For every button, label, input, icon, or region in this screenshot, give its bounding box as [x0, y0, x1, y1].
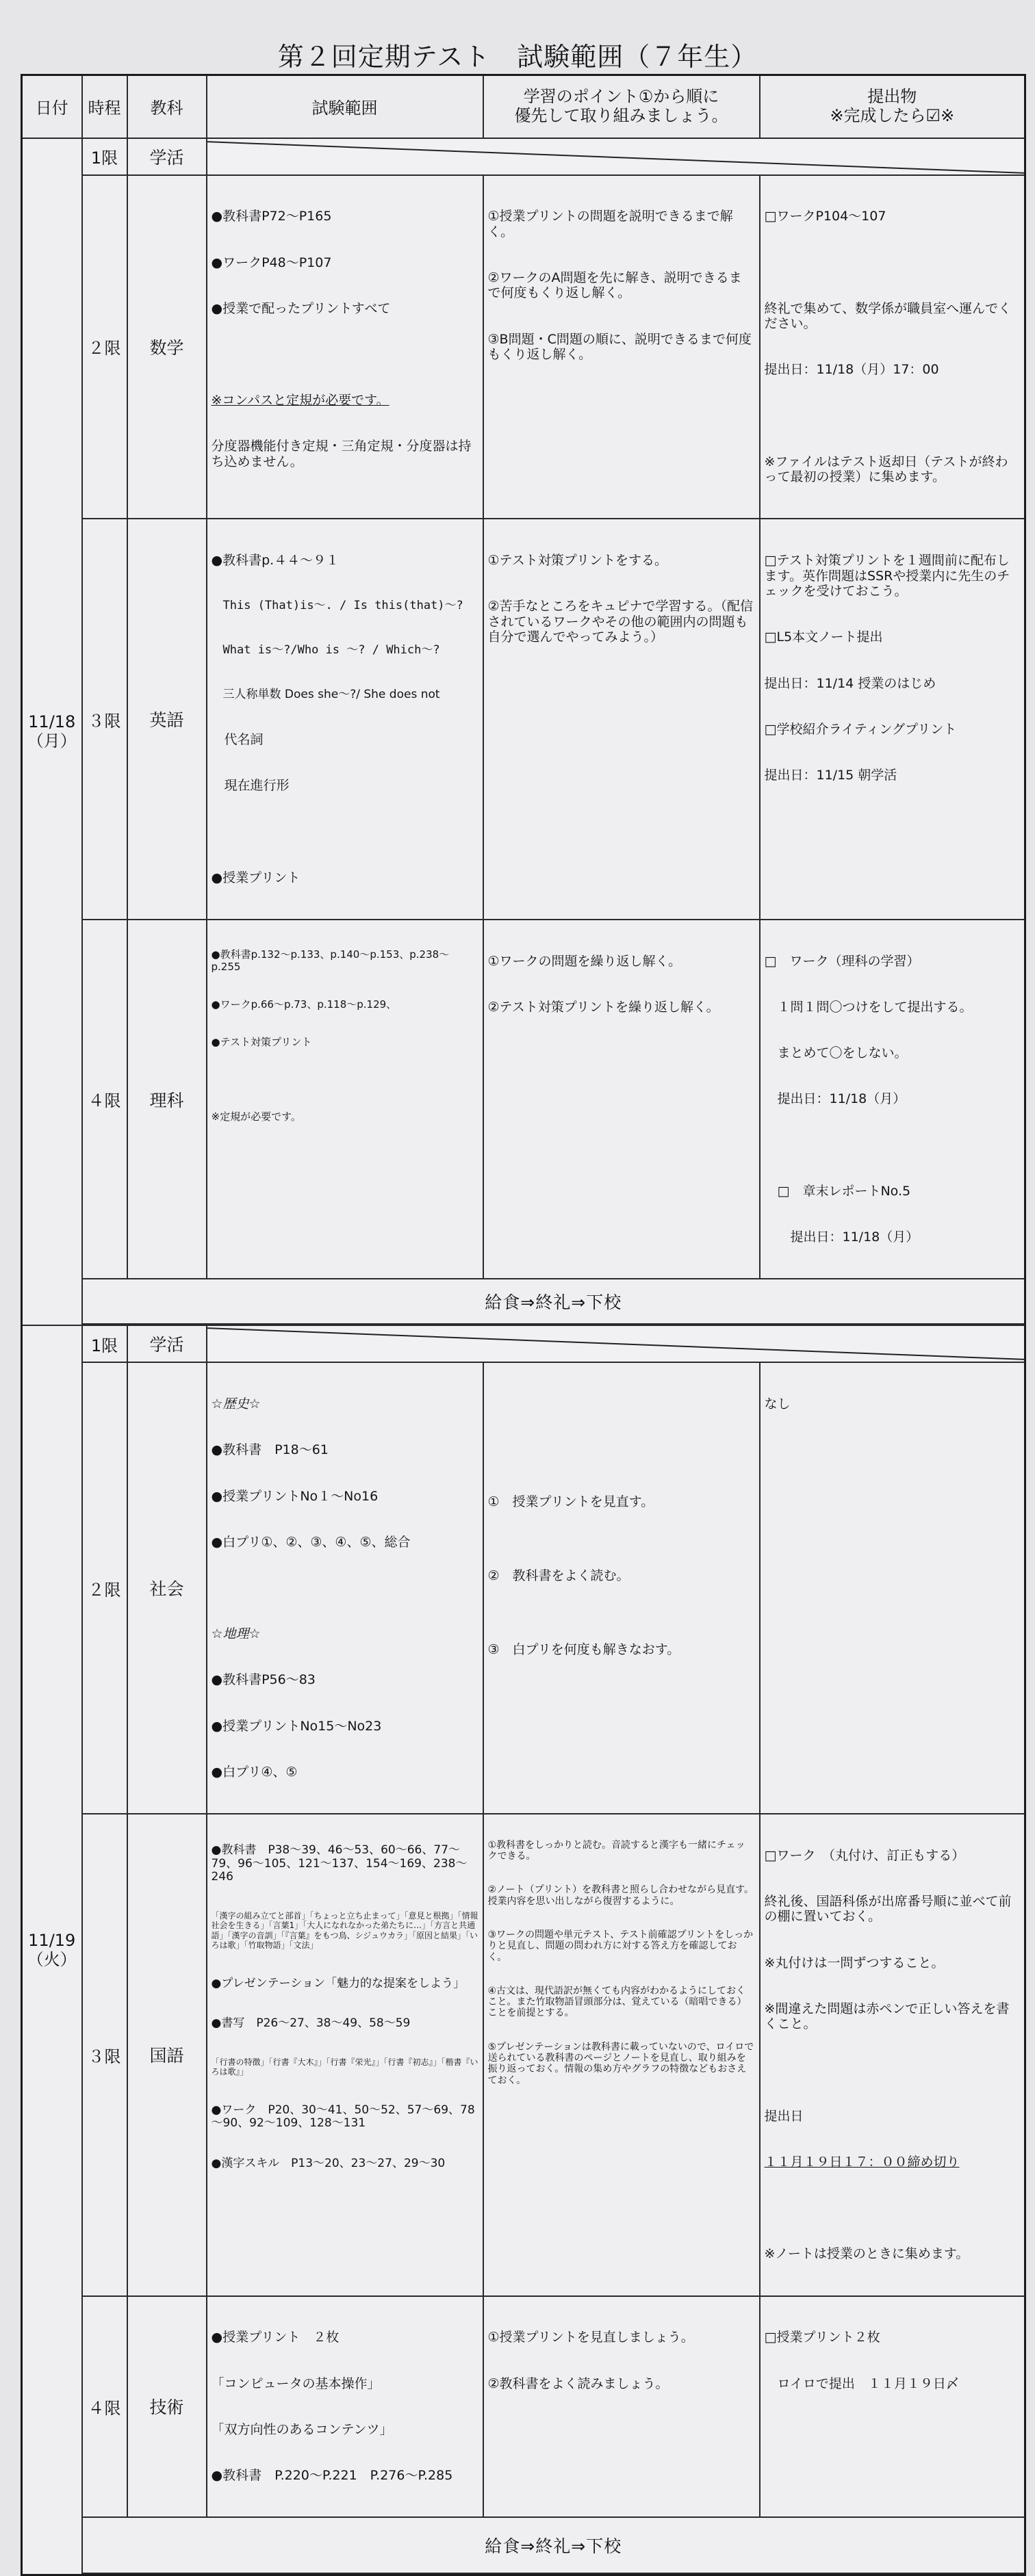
subject-cell: 数学 [127, 175, 207, 519]
period-cell: ２限 [82, 1362, 127, 1814]
range-line: ●授業プリントNo１～No16 [211, 1488, 379, 1504]
points-line: ③ 白プリを何度も解きなおす。 [487, 1642, 680, 1658]
subject-cell: 社会 [127, 1362, 207, 1814]
range-line: ※定規が必要です。 [211, 1110, 301, 1123]
range-line: ●授業プリントNo15～No23 [211, 1718, 382, 1734]
points-line: ④古文は、現代語訳が無くても内容がわかるようにしておくこと。また竹取物語冒頭部分は、覚えている（暗唱できる）ことを前提とする。 [487, 1985, 747, 2019]
points-line: ①ワークの問題を繰り返し解く。 [487, 953, 682, 969]
range-line: ●テスト対策プリント [211, 1035, 312, 1048]
range-line: 「漢字の組み立てと部首」「ちょっと立ち止まって」「意見と根拠」「情報社会を生きる」「言葉1」「大人になれなかった弟たちに…」「方言と共通語」「漢字の音訓」「『言葉』をもつ鳥、シジュウカラ」「原因と結果」「いろは歌」「竹取物語」「文法」 [211, 1910, 478, 1951]
submit-line: 提出日：11/18（月） [764, 1230, 919, 1245]
subject-cell: 技術 [127, 2296, 207, 2518]
period-cell: ３限 [82, 519, 127, 919]
submit-line: 提出日：11/18（月） [764, 1091, 906, 1107]
day2-gakkatsu-blank [207, 1325, 1025, 1362]
range-line: ●漢字スキル P13～20、23～27、29～30 [211, 2156, 446, 2170]
points-line: ③B問題・C問題の順に、説明できるまで何度もくり返し解く。 [487, 331, 752, 362]
table-row [22, 920, 1025, 1279]
header-date: 日付 [22, 75, 82, 138]
submit-line: なし [764, 1396, 791, 1412]
range-line: ●白プリ①、②、③、④、⑤、総合 [211, 1534, 411, 1550]
submit-line: 提出日：11/14 授業のはじめ [764, 675, 936, 691]
points-line: ①教科書をしっかりと読む。音読すると漢字も一緒にチェックできる。 [487, 1839, 745, 1862]
range-line: 「双方向性のあるコンテンツ」 [211, 2421, 393, 2437]
range-line: ●書写 P26～27、38～49、58～59 [211, 2016, 411, 2031]
period-cell: ３限 [82, 1814, 127, 2296]
submit-line: □ワークP104～107 [764, 209, 886, 224]
submit-line: 提出日：11/18（月）17：00 [764, 362, 939, 378]
submit-cell [760, 175, 1025, 519]
submit-line: □授業プリント２枚 [764, 2330, 880, 2345]
range-line: ●教科書p.４４～９１ [211, 553, 340, 569]
submit-line: □ 章末レポートNo.5 [764, 1183, 911, 1199]
table-row [22, 519, 1025, 919]
subject-cell: 英語 [127, 519, 207, 919]
range-line: ●教科書P72～P165 [211, 209, 332, 224]
points-line [488, 1415, 755, 1440]
points-line: ②テスト対策プリントを繰り返し解く。 [487, 999, 719, 1015]
day2-date: 11/19 （火） [22, 1325, 82, 2575]
submit-cell [760, 920, 1025, 1279]
period-cell: ４限 [82, 2296, 127, 2518]
subject-cell: 国語 [127, 1814, 207, 2296]
submit-cell [760, 2296, 1025, 2518]
day1-date: 11/18 （月） [22, 138, 82, 1326]
submit-line: □テスト対策プリントを１週間前に配布します。英作問題はSSRや授業内に先生のチェックを受けておこう。 [764, 553, 1010, 599]
diagonal-strike [207, 139, 1025, 174]
range-line: ●ワークP48～P107 [211, 255, 332, 270]
diagonal-strike [207, 1326, 1025, 1362]
submit-cell [760, 1814, 1025, 2296]
range-cell [207, 1362, 483, 1814]
range-line: ●授業プリント [211, 870, 301, 885]
range-line: This (That)is～. / Is this(that)～? [211, 599, 463, 613]
range-line: ●ワーク P20、30～41、50～52、57～69、78～90、92～109、128～131 [211, 2103, 475, 2131]
range-line: ●授業プリント ２枚 [211, 2330, 340, 2345]
table-row [22, 175, 1025, 519]
submit-line: １１月１９日１７：００締め切り [764, 2154, 960, 2170]
range-line: ●教科書P56～83 [211, 1672, 316, 1688]
points-cell [483, 1362, 760, 1814]
points-line: ① 授業プリントを見直す。 [487, 1494, 654, 1509]
range-line: 代名詞 [211, 732, 264, 748]
subject-cell: 理科 [127, 920, 207, 1279]
day2-lunch-row [22, 2517, 1025, 2573]
header-period: 時程 [82, 75, 127, 138]
day2-gakkatsu-row [22, 1325, 1025, 1362]
submit-line: まとめて〇をしない。 [764, 1045, 908, 1061]
points-cell [483, 2296, 760, 2518]
range-line: What is～?/Who is ～? / Which～? [211, 643, 440, 658]
range-cell [207, 1814, 483, 2296]
range-line: ●教科書 P.220～P.221 P.276～P.285 [211, 2468, 453, 2484]
points-line: ①授業プリントを見直しましょう。 [487, 2330, 694, 2345]
range-line: 三人称単数 Does she～?/ She does not [211, 688, 440, 702]
range-line: ●授業で配ったプリントすべて [211, 300, 391, 316]
submit-line [765, 2200, 1021, 2215]
range-line: 分度器機能付き定規・三角定規・分度器は持ち込めません。 [211, 439, 472, 469]
range-line: ●教科書 P18～61 [211, 1442, 329, 1458]
page-title: 第２回定期テスト 試験範囲（７年生） [277, 42, 758, 72]
submit-line [765, 2063, 1021, 2078]
submit-cell [760, 1362, 1025, 1814]
range-line: 現在進行形 [211, 778, 290, 794]
header-subject: 教科 [127, 75, 207, 138]
points-line: ② 教科書をよく読む。 [487, 1568, 630, 1584]
points-cell [483, 920, 760, 1279]
submit-line: □学校紹介ライティングプリント [764, 721, 957, 737]
range-line [212, 1580, 478, 1596]
points-line: ②教科書をよく読みましょう。 [487, 2376, 669, 2391]
submit-line: ※丸付けは一問ずつすること。 [764, 1955, 945, 1970]
points-cell [483, 1814, 760, 2296]
day1-lunch-row [22, 1279, 1025, 1324]
period-cell: ２限 [82, 175, 127, 519]
submit-line: □ワーク （丸付け、訂正もする） [764, 1847, 965, 1863]
day1-gakkatsu-blank [207, 138, 1025, 175]
day2-gakkatsu-subject: 学活 [127, 1325, 207, 1362]
range-line: ●教科書 P38～39、46～53、60～66、77～79、96～105、121～137、154～169、238～246 [211, 1843, 468, 1884]
range-line: ●プレゼンテーション「魅力的な提案をしよう」 [211, 1976, 465, 1990]
points-line: ②苦手なところをキュピナで学習する。（配信されているワークやその他の範囲内の問題も自分で選んでやってみよう。） [487, 599, 754, 645]
range-line: 「コンピュータの基本操作」 [211, 2376, 381, 2391]
points-line: ①授業プリントの問題を説明できるまで解く。 [487, 209, 733, 239]
submit-line [765, 408, 1021, 424]
range-line [212, 1073, 478, 1085]
points-line: ⑤プレゼンテーションは教科書に載っていないので、ロイロで送られている教科書のページとノートを見直し、取り組みを振り返っておく。情報の集め方やグラフの特徴などもおさえておく。 [487, 2041, 754, 2086]
range-line: ●教科書p.132～p.133、p.140～p.153、p.238～p.255 [211, 948, 450, 973]
day2-lunch: 給食⇒終礼⇒下校 [82, 2517, 1025, 2573]
day1-gakkatsu-period: 1限 [82, 138, 127, 175]
range-line: ●白プリ④、⑤ [211, 1764, 298, 1780]
range-cell [207, 920, 483, 1279]
period-cell: ４限 [82, 920, 127, 1279]
range-line: ☆地理☆ [211, 1626, 261, 1642]
points-line: ①テスト対策プリントをする。 [487, 553, 668, 569]
submit-line: ※間違えた問題は赤ペンで正しい答えを書くこと。 [764, 2001, 1010, 2032]
spacer [82, 2573, 1025, 2575]
day1-gakkatsu-subject: 学活 [127, 138, 207, 175]
points-line: ②ノート（プリント）を教科書と照らし合わせながら見直す。授業内容を思い出しながら復習するように。 [487, 1884, 754, 1907]
range-line [212, 347, 478, 362]
submit-line: ※ファイルはテスト返却日（テストが終わって最初の授業）に集めます。 [764, 454, 1008, 485]
range-line [212, 824, 478, 839]
table-row [22, 1814, 1025, 2296]
header-points: 学習のポイント①から順に 優先して取り組みましょう。 [483, 75, 760, 138]
exam-schedule-table [21, 74, 1026, 2576]
range-cell [207, 175, 483, 519]
range-line: ☆歴史☆ [211, 1396, 261, 1412]
day1-lunch: 給食⇒終礼⇒下校 [82, 1279, 1025, 1324]
day2-gakkatsu-period: 1限 [82, 1325, 127, 1362]
submit-line: 提出日：11/15 朝学活 [764, 767, 897, 783]
day1-gakkatsu-row [22, 138, 1025, 175]
points-cell [483, 175, 760, 519]
range-cell [207, 519, 483, 919]
table-row [22, 1362, 1025, 1814]
submit-line [765, 255, 1021, 270]
submit-line [765, 1138, 1021, 1153]
range-line: 「行書の特徴」「行書『大木』」「行書『栄光』」「行書『初志』」「楷書『いろは歌』」 [211, 2057, 478, 2077]
points-cell [483, 519, 760, 919]
submit-line: 提出日 [764, 2108, 804, 2124]
range-line: ※コンパスと定規が必要です。 [211, 393, 389, 408]
points-line: ③ワークの問題や単元テスト、テスト前確認プリントをしっかりと見直し、問題の問われ方に対する答え方を確認しておく。 [487, 1929, 754, 1963]
header-submit: 提出物 ※完成したら☑※ [760, 75, 1025, 138]
range-line: ●ワークp.66～p.73、p.118～p.129、 [211, 998, 397, 1011]
submit-line: 終礼後、国語科係が出席番号順に並べて前の棚に置いておく。 [764, 1894, 1012, 1925]
submit-line: 終礼で集めて、数学係が職員室へ運んでください。 [764, 300, 1012, 332]
submit-cell [760, 519, 1025, 919]
points-line: ②ワークのA問題を先に解き、説明できるまで何度もくり返し解く。 [487, 270, 742, 301]
table-row [22, 2296, 1025, 2518]
range-cell [207, 2296, 483, 2518]
header-row [22, 75, 1025, 138]
submit-line: １問１問〇つけをして提出する。 [764, 999, 973, 1015]
header-range: 試験範囲 [207, 75, 483, 138]
submit-line: □L5本文ノート提出 [764, 629, 883, 645]
submit-line: ※ノートは授業のときに集めます。 [764, 2246, 969, 2262]
submit-line: □ ワーク（理科の学習） [764, 953, 920, 969]
submit-line: ロイロで提出 １１月１９日〆 [764, 2376, 959, 2391]
